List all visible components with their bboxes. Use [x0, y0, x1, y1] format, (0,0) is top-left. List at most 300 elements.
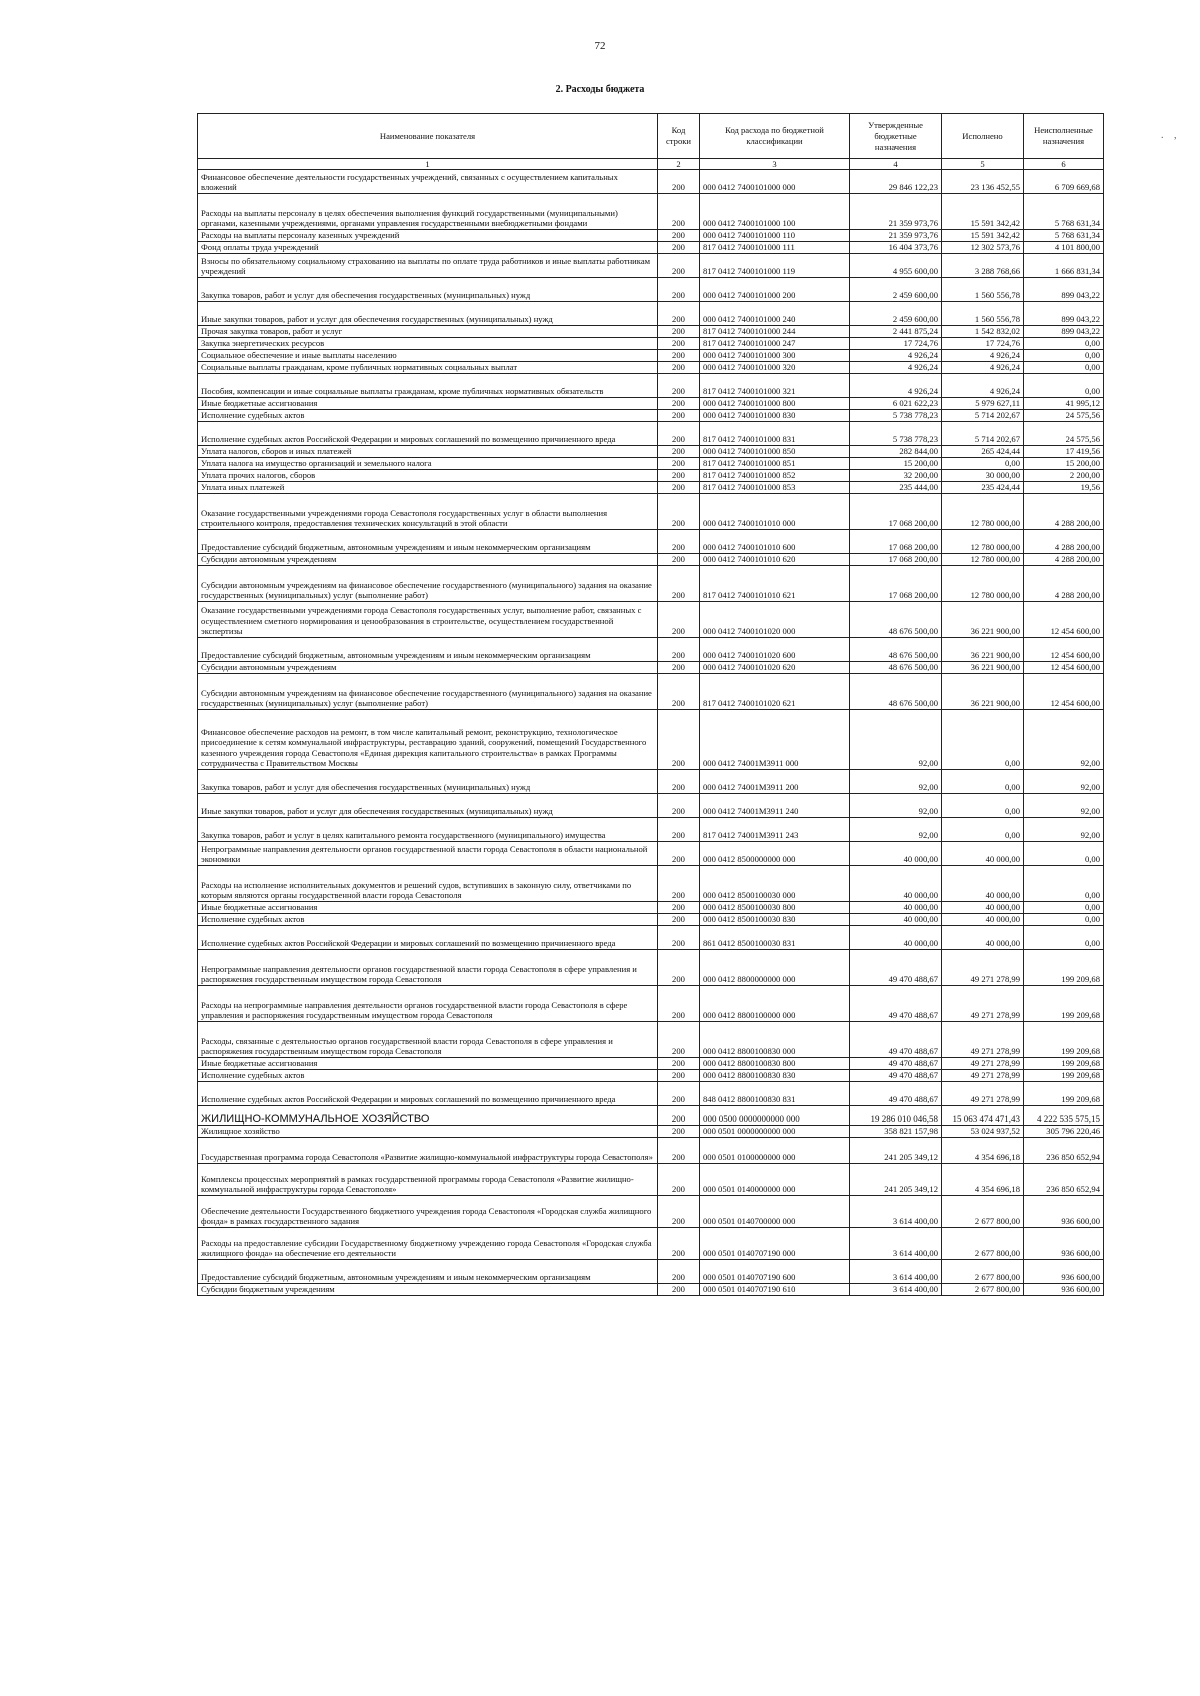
cell-name: Предоставление субсидий бюджетным, автономным учреждениям и иным некоммерческим организациям	[198, 638, 658, 662]
cell-kbk: 000 0412 7400101020 000	[700, 602, 850, 638]
cell-approved: 17 068 200,00	[850, 494, 942, 530]
header-name: Наименование показателя	[198, 114, 658, 159]
cell-approved: 358 821 157,98	[850, 1126, 942, 1138]
cell-kbk: 000 0412 8800000000 000	[700, 950, 850, 986]
cell-name: Финансовое обеспечение расходов на ремонт, в том числе капитальный ремонт, реконструкцию, технологическое присоединение к сетям коммунальной инфраструктуры, реставрацию зданий, сооружений, помещений Государственного казенного учреждения города Севастополя «Единая дирекция капитального строительства» в рамках Программы сотрудничества с Правительством Москвы	[198, 710, 658, 770]
cell-kbk: 000 0412 7400101020 600	[700, 638, 850, 662]
cell-unexecuted: 199 209,68	[1024, 1022, 1104, 1058]
cell-unexecuted: 0,00	[1024, 842, 1104, 866]
cell-name: Иные закупки товаров, работ и услуг для обеспечения государственных (муниципальных) нужд	[198, 794, 658, 818]
table-row	[198, 794, 1104, 818]
cell-executed: 2 677 800,00	[942, 1228, 1024, 1260]
cell-unexecuted: 199 209,68	[1024, 1058, 1104, 1070]
table-row	[198, 494, 1104, 530]
cell-executed: 49 271 278,99	[942, 950, 1024, 986]
cell-code: 200	[658, 1106, 700, 1126]
cell-executed: 4 926,24	[942, 374, 1024, 398]
table-row	[198, 230, 1104, 242]
header-number: 5	[942, 159, 1024, 170]
cell-code: 200	[658, 1022, 700, 1058]
table-row	[198, 1082, 1104, 1106]
table-row	[198, 566, 1104, 602]
cell-name: Предоставление субсидий бюджетным, автономным учреждениям и иным некоммерческим организациям	[198, 530, 658, 554]
cell-kbk: 000 0501 0140000000 000	[700, 1164, 850, 1196]
cell-approved: 16 404 373,76	[850, 242, 942, 254]
cell-name: ЖИЛИЩНО-КОММУНАЛЬНОЕ ХОЗЯЙСТВО	[198, 1106, 658, 1126]
cell-name: Исполнение судебных актов Российской Федерации и мировых соглашений по возмещению причиненного вреда	[198, 422, 658, 446]
cell-code: 200	[658, 350, 700, 362]
cell-approved: 40 000,00	[850, 902, 942, 914]
cell-name: Субсидии автономным учреждениям на финансовое обеспечение государственного (муниципального) задания на оказание государственных (муниципальных) услуг (выполнение работ)	[198, 674, 658, 710]
cell-executed: 23 136 452,55	[942, 170, 1024, 194]
cell-approved: 40 000,00	[850, 914, 942, 926]
cell-unexecuted: 24 575,56	[1024, 422, 1104, 446]
cell-approved: 4 926,24	[850, 374, 942, 398]
table-row	[198, 662, 1104, 674]
table-row	[198, 770, 1104, 794]
cell-executed: 0,00	[942, 794, 1024, 818]
table-row	[198, 278, 1104, 302]
cell-unexecuted: 199 209,68	[1024, 1082, 1104, 1106]
cell-unexecuted: 199 209,68	[1024, 950, 1104, 986]
cell-code: 200	[658, 842, 700, 866]
margin-mark: . ,	[1161, 130, 1181, 141]
cell-executed: 4 354 696,18	[942, 1164, 1024, 1196]
page-number: 72	[594, 40, 606, 52]
cell-executed: 15 591 342,42	[942, 194, 1024, 230]
table-row	[198, 242, 1104, 254]
cell-unexecuted: 936 600,00	[1024, 1284, 1104, 1296]
cell-executed: 17 724,76	[942, 338, 1024, 350]
table-row	[198, 1058, 1104, 1070]
cell-unexecuted: 0,00	[1024, 362, 1104, 374]
table-row	[198, 1228, 1104, 1260]
cell-code: 200	[658, 446, 700, 458]
header-row	[198, 114, 1104, 159]
cell-code: 200	[658, 1058, 700, 1070]
cell-kbk: 000 0412 8800100830 000	[700, 1022, 850, 1058]
cell-unexecuted: 4 222 535 575,15	[1024, 1106, 1104, 1126]
cell-code: 200	[658, 254, 700, 278]
cell-kbk: 817 0412 7400101000 247	[700, 338, 850, 350]
cell-code: 200	[658, 374, 700, 398]
cell-unexecuted: 4 288 200,00	[1024, 554, 1104, 566]
cell-name: Предоставление субсидий бюджетным, автономным учреждениям и иным некоммерческим организациям	[198, 1260, 658, 1284]
cell-unexecuted: 4 288 200,00	[1024, 530, 1104, 554]
cell-code: 200	[658, 1070, 700, 1082]
cell-executed: 49 271 278,99	[942, 986, 1024, 1022]
cell-name: Закупка энергетических ресурсов	[198, 338, 658, 350]
cell-code: 200	[658, 422, 700, 446]
table-row	[198, 950, 1104, 986]
cell-name: Фонд оплаты труда учреждений	[198, 242, 658, 254]
cell-name: Социальные выплаты гражданам, кроме публичных нормативных социальных выплат	[198, 362, 658, 374]
table-row	[198, 986, 1104, 1022]
table-row	[198, 470, 1104, 482]
cell-kbk: 000 0412 8500100030 000	[700, 866, 850, 902]
cell-approved: 17 068 200,00	[850, 530, 942, 554]
table-row	[198, 338, 1104, 350]
cell-executed: 4 926,24	[942, 362, 1024, 374]
cell-kbk: 000 0412 7400101010 600	[700, 530, 850, 554]
cell-code: 200	[658, 1138, 700, 1164]
cell-unexecuted: 0,00	[1024, 902, 1104, 914]
cell-approved: 32 200,00	[850, 470, 942, 482]
cell-executed: 1 560 556,78	[942, 278, 1024, 302]
cell-kbk: 000 0412 7400101000 320	[700, 362, 850, 374]
cell-unexecuted: 236 850 652,94	[1024, 1164, 1104, 1196]
cell-approved: 17 068 200,00	[850, 554, 942, 566]
cell-kbk: 000 0412 7400101000 240	[700, 302, 850, 326]
cell-approved: 15 200,00	[850, 458, 942, 470]
cell-code: 200	[658, 1284, 700, 1296]
table-row	[198, 254, 1104, 278]
cell-name: Расходы на исполнение исполнительных документов и решений судов, вступивших в законную силу, ответчиками по которым являются органы государственной власти города Севастополя	[198, 866, 658, 902]
cell-kbk: 000 0412 8500100030 830	[700, 914, 850, 926]
cell-kbk: 000 0412 7400101000 000	[700, 170, 850, 194]
cell-name: Взносы по обязательному социальному страхованию на выплаты по оплате труда работников и иные выплаты работникам учреждений	[198, 254, 658, 278]
cell-code: 200	[658, 326, 700, 338]
cell-name: Исполнение судебных актов Российской Федерации и мировых соглашений по возмещению причиненного вреда	[198, 1082, 658, 1106]
cell-name: Непрограммные направления деятельности органов государственной власти города Севастополя в сфере управления и распоряжения государственным имуществом города Севастополя	[198, 950, 658, 986]
cell-code: 200	[658, 194, 700, 230]
cell-kbk: 817 0412 7400101000 853	[700, 482, 850, 494]
cell-unexecuted: 92,00	[1024, 794, 1104, 818]
cell-code: 200	[658, 866, 700, 902]
cell-unexecuted: 899 043,22	[1024, 278, 1104, 302]
cell-unexecuted: 6 709 669,68	[1024, 170, 1104, 194]
cell-code: 200	[658, 710, 700, 770]
cell-code: 200	[658, 662, 700, 674]
cell-kbk: 000 0412 74001M3911 240	[700, 794, 850, 818]
table-row	[198, 410, 1104, 422]
cell-kbk: 000 0412 7400101000 800	[700, 398, 850, 410]
cell-approved: 49 470 488,67	[850, 1070, 942, 1082]
cell-name: Закупка товаров, работ и услуг в целях капитального ремонта государственного (муниципального) имущества	[198, 818, 658, 842]
cell-executed: 49 271 278,99	[942, 1022, 1024, 1058]
cell-executed: 4 354 696,18	[942, 1138, 1024, 1164]
cell-code: 200	[658, 398, 700, 410]
cell-unexecuted: 41 995,12	[1024, 398, 1104, 410]
cell-approved: 17 724,76	[850, 338, 942, 350]
cell-executed: 49 271 278,99	[942, 1082, 1024, 1106]
cell-name: Исполнение судебных актов Российской Федерации и мировых соглашений по возмещению причиненного вреда	[198, 926, 658, 950]
cell-kbk: 000 0501 0140707190 000	[700, 1228, 850, 1260]
cell-kbk: 848 0412 8800100830 831	[700, 1082, 850, 1106]
header-unexecuted: Неисполненные назначения	[1024, 114, 1104, 159]
cell-unexecuted: 199 209,68	[1024, 1070, 1104, 1082]
cell-approved: 4 955 600,00	[850, 254, 942, 278]
cell-approved: 3 614 400,00	[850, 1260, 942, 1284]
cell-name: Расходы на выплаты персоналу в целях обеспечения выполнения функций государственными (муниципальными) органами, казенными учреждениями, органами управления государственными внебюджетными фондами	[198, 194, 658, 230]
cell-kbk: 000 0501 0140700000 000	[700, 1196, 850, 1228]
cell-unexecuted: 936 600,00	[1024, 1196, 1104, 1228]
cell-unexecuted: 12 454 600,00	[1024, 662, 1104, 674]
cell-approved: 3 614 400,00	[850, 1284, 942, 1296]
cell-kbk: 000 0500 0000000000 000	[700, 1106, 850, 1126]
cell-kbk: 000 0412 7400101000 830	[700, 410, 850, 422]
cell-executed: 0,00	[942, 818, 1024, 842]
cell-code: 200	[658, 530, 700, 554]
cell-name: Социальное обеспечение и иные выплаты населению	[198, 350, 658, 362]
cell-code: 200	[658, 494, 700, 530]
cell-name: Закупка товаров, работ и услуг для обеспечения государственных (муниципальных) нужд	[198, 770, 658, 794]
cell-executed: 36 221 900,00	[942, 662, 1024, 674]
cell-executed: 0,00	[942, 770, 1024, 794]
cell-executed: 53 024 937,52	[942, 1126, 1024, 1138]
cell-kbk: 000 0412 8800100830 800	[700, 1058, 850, 1070]
table-row	[198, 326, 1104, 338]
cell-kbk: 000 0501 0100000000 000	[700, 1138, 850, 1164]
cell-name: Финансовое обеспечение деятельности государственных учреждений, связанных с осуществлением капитальных вложений	[198, 170, 658, 194]
cell-executed: 36 221 900,00	[942, 638, 1024, 662]
cell-code: 200	[658, 674, 700, 710]
cell-kbk: 000 0412 74001M3911 200	[700, 770, 850, 794]
cell-code: 200	[658, 458, 700, 470]
cell-unexecuted: 1 666 831,34	[1024, 254, 1104, 278]
cell-approved: 2 441 875,24	[850, 326, 942, 338]
cell-unexecuted: 19,56	[1024, 482, 1104, 494]
cell-approved: 21 359 973,76	[850, 230, 942, 242]
document-title: 2. Расходы бюджета	[555, 84, 645, 95]
cell-approved: 5 738 778,23	[850, 422, 942, 446]
cell-name: Уплата налога на имущество организаций и земельного налога	[198, 458, 658, 470]
cell-executed: 0,00	[942, 458, 1024, 470]
cell-kbk: 817 0412 74001M3911 243	[700, 818, 850, 842]
cell-unexecuted: 0,00	[1024, 926, 1104, 950]
cell-code: 200	[658, 794, 700, 818]
cell-code: 200	[658, 926, 700, 950]
cell-approved: 17 068 200,00	[850, 566, 942, 602]
cell-approved: 6 021 622,23	[850, 398, 942, 410]
cell-name: Исполнение судебных актов	[198, 410, 658, 422]
cell-code: 200	[658, 1260, 700, 1284]
header-number: 1	[198, 159, 658, 170]
cell-unexecuted: 899 043,22	[1024, 326, 1104, 338]
cell-executed: 36 221 900,00	[942, 602, 1024, 638]
cell-kbk: 000 0412 8500100030 800	[700, 902, 850, 914]
table-row	[198, 482, 1104, 494]
cell-approved: 92,00	[850, 818, 942, 842]
cell-code: 200	[658, 1082, 700, 1106]
table-row	[198, 1022, 1104, 1058]
cell-name: Иные бюджетные ассигнования	[198, 902, 658, 914]
cell-name: Уплата прочих налогов, сборов	[198, 470, 658, 482]
table-row	[198, 350, 1104, 362]
cell-unexecuted: 24 575,56	[1024, 410, 1104, 422]
cell-kbk: 861 0412 8500100030 831	[700, 926, 850, 950]
cell-approved: 49 470 488,67	[850, 950, 942, 986]
cell-code: 200	[658, 554, 700, 566]
cell-unexecuted: 936 600,00	[1024, 1260, 1104, 1284]
cell-executed: 2 677 800,00	[942, 1284, 1024, 1296]
cell-kbk: 817 0412 7400101000 119	[700, 254, 850, 278]
cell-approved: 4 926,24	[850, 350, 942, 362]
table-row	[198, 458, 1104, 470]
cell-unexecuted: 5 768 631,34	[1024, 230, 1104, 242]
table-body	[198, 170, 1104, 1296]
cell-approved: 235 444,00	[850, 482, 942, 494]
cell-executed: 5 714 202,67	[942, 422, 1024, 446]
cell-name: Расходы на выплаты персоналу казенных учреждений	[198, 230, 658, 242]
header-number: 2	[658, 159, 700, 170]
table-row	[198, 1284, 1104, 1296]
cell-executed: 265 424,44	[942, 446, 1024, 458]
cell-code: 200	[658, 242, 700, 254]
cell-name: Оказание государственными учреждениями города Севастополя государственных услуг, выполнение работ, связанных с осуществлением сметного нормирования и ценообразования в строительстве, осуществлением государственной экспертизы	[198, 602, 658, 638]
cell-executed: 49 271 278,99	[942, 1058, 1024, 1070]
cell-approved: 48 676 500,00	[850, 602, 942, 638]
cell-name: Субсидии автономным учреждениям	[198, 554, 658, 566]
cell-name: Субсидии бюджетным учреждениям	[198, 1284, 658, 1296]
cell-kbk: 000 0412 7400101000 200	[700, 278, 850, 302]
cell-code: 200	[658, 470, 700, 482]
cell-approved: 49 470 488,67	[850, 1022, 942, 1058]
cell-code: 200	[658, 230, 700, 242]
cell-code: 200	[658, 338, 700, 350]
cell-name: Жилищное хозяйство	[198, 1126, 658, 1138]
budget-expenses-table	[197, 113, 1104, 1296]
table-row	[198, 866, 1104, 902]
cell-approved: 3 614 400,00	[850, 1196, 942, 1228]
cell-kbk: 000 0412 7400101000 100	[700, 194, 850, 230]
cell-executed: 0,00	[942, 710, 1024, 770]
cell-kbk: 000 0501 0000000000 000	[700, 1126, 850, 1138]
cell-code: 200	[658, 302, 700, 326]
cell-code: 200	[658, 1164, 700, 1196]
table-row	[198, 602, 1104, 638]
table-row	[198, 1138, 1104, 1164]
cell-code: 200	[658, 566, 700, 602]
cell-kbk: 817 0412 7400101000 244	[700, 326, 850, 338]
cell-approved: 40 000,00	[850, 866, 942, 902]
cell-name: Государственная программа города Севастополя «Развитие жилищно-коммунальной инфраструктуры города Севастополя»	[198, 1138, 658, 1164]
cell-kbk: 000 0412 7400101000 300	[700, 350, 850, 362]
cell-code: 200	[658, 1126, 700, 1138]
cell-kbk: 000 0412 8800100000 000	[700, 986, 850, 1022]
cell-approved: 29 846 122,23	[850, 170, 942, 194]
cell-approved: 49 470 488,67	[850, 1082, 942, 1106]
cell-code: 200	[658, 410, 700, 422]
cell-name: Прочая закупка товаров, работ и услуг	[198, 326, 658, 338]
header-kbk: Код расхода по бюджетной классификации	[700, 114, 850, 159]
cell-code: 200	[658, 362, 700, 374]
table-row	[198, 554, 1104, 566]
cell-executed: 15 591 342,42	[942, 230, 1024, 242]
cell-kbk: 817 0412 7400101000 852	[700, 470, 850, 482]
cell-kbk: 817 0412 7400101000 851	[700, 458, 850, 470]
table-row	[198, 926, 1104, 950]
cell-kbk: 817 0412 7400101000 111	[700, 242, 850, 254]
cell-executed: 3 288 768,66	[942, 254, 1024, 278]
cell-unexecuted: 2 200,00	[1024, 470, 1104, 482]
cell-kbk: 000 0501 0140707190 610	[700, 1284, 850, 1296]
table-row	[198, 362, 1104, 374]
table-row	[198, 1106, 1104, 1126]
cell-executed: 40 000,00	[942, 926, 1024, 950]
table-row	[198, 902, 1104, 914]
cell-kbk: 817 0412 7400101020 621	[700, 674, 850, 710]
cell-name: Непрограммные направления деятельности органов государственной власти города Севастополя в области национальной экономики	[198, 842, 658, 866]
table-row	[198, 302, 1104, 326]
cell-kbk: 817 0412 7400101010 621	[700, 566, 850, 602]
cell-unexecuted: 236 850 652,94	[1024, 1138, 1104, 1164]
cell-executed: 12 780 000,00	[942, 530, 1024, 554]
table-row	[198, 842, 1104, 866]
cell-executed: 40 000,00	[942, 842, 1024, 866]
cell-executed: 49 271 278,99	[942, 1070, 1024, 1082]
table-row	[198, 674, 1104, 710]
cell-approved: 92,00	[850, 794, 942, 818]
table-row	[198, 818, 1104, 842]
cell-name: Оказание государственными учреждениями города Севастополя государственных услуг в области выполнения строительного контроля, предоставления технических консультаций в этой области	[198, 494, 658, 530]
cell-kbk: 000 0412 7400101020 620	[700, 662, 850, 674]
cell-code: 200	[658, 602, 700, 638]
cell-approved: 282 844,00	[850, 446, 942, 458]
cell-kbk: 817 0412 7400101000 321	[700, 374, 850, 398]
cell-approved: 48 676 500,00	[850, 674, 942, 710]
cell-executed: 40 000,00	[942, 914, 1024, 926]
cell-unexecuted: 92,00	[1024, 710, 1104, 770]
table-row	[198, 530, 1104, 554]
cell-unexecuted: 15 200,00	[1024, 458, 1104, 470]
table-row	[198, 638, 1104, 662]
cell-code: 200	[658, 986, 700, 1022]
cell-executed: 36 221 900,00	[942, 674, 1024, 710]
table-row	[198, 398, 1104, 410]
header-number: 6	[1024, 159, 1104, 170]
cell-code: 200	[658, 1228, 700, 1260]
cell-name: Исполнение судебных актов	[198, 914, 658, 926]
cell-unexecuted: 0,00	[1024, 866, 1104, 902]
cell-name: Иные бюджетные ассигнования	[198, 1058, 658, 1070]
table-row	[198, 422, 1104, 446]
cell-approved: 48 676 500,00	[850, 638, 942, 662]
cell-kbk: 000 0412 7400101010 620	[700, 554, 850, 566]
cell-approved: 40 000,00	[850, 926, 942, 950]
cell-code: 200	[658, 482, 700, 494]
cell-unexecuted: 5 768 631,34	[1024, 194, 1104, 230]
cell-approved: 2 459 600,00	[850, 278, 942, 302]
cell-unexecuted: 0,00	[1024, 350, 1104, 362]
cell-name: Исполнение судебных актов	[198, 1070, 658, 1082]
cell-executed: 15 063 474 471,43	[942, 1106, 1024, 1126]
cell-executed: 40 000,00	[942, 866, 1024, 902]
cell-executed: 12 780 000,00	[942, 566, 1024, 602]
cell-kbk: 000 0501 0140707190 600	[700, 1260, 850, 1284]
table-row	[198, 374, 1104, 398]
cell-executed: 12 302 573,76	[942, 242, 1024, 254]
cell-executed: 30 000,00	[942, 470, 1024, 482]
cell-unexecuted: 92,00	[1024, 770, 1104, 794]
cell-executed: 1 542 832,02	[942, 326, 1024, 338]
cell-approved: 21 359 973,76	[850, 194, 942, 230]
cell-unexecuted: 17 419,56	[1024, 446, 1104, 458]
cell-name: Уплата иных платежей	[198, 482, 658, 494]
cell-approved: 19 286 010 046,58	[850, 1106, 942, 1126]
cell-unexecuted: 0,00	[1024, 338, 1104, 350]
cell-name: Пособия, компенсации и иные социальные выплаты гражданам, кроме публичных нормативных обязательств	[198, 374, 658, 398]
table-row	[198, 914, 1104, 926]
header-number: 4	[850, 159, 942, 170]
cell-executed: 12 780 000,00	[942, 494, 1024, 530]
cell-name: Расходы, связанные с деятельностью органов государственной власти города Севастополя в сфере управления и распоряжения государственным имуществом города Севастополя	[198, 1022, 658, 1058]
cell-executed: 5 979 627,11	[942, 398, 1024, 410]
cell-unexecuted: 0,00	[1024, 374, 1104, 398]
table-row	[198, 710, 1104, 770]
cell-name: Иные бюджетные ассигнования	[198, 398, 658, 410]
cell-approved: 92,00	[850, 710, 942, 770]
